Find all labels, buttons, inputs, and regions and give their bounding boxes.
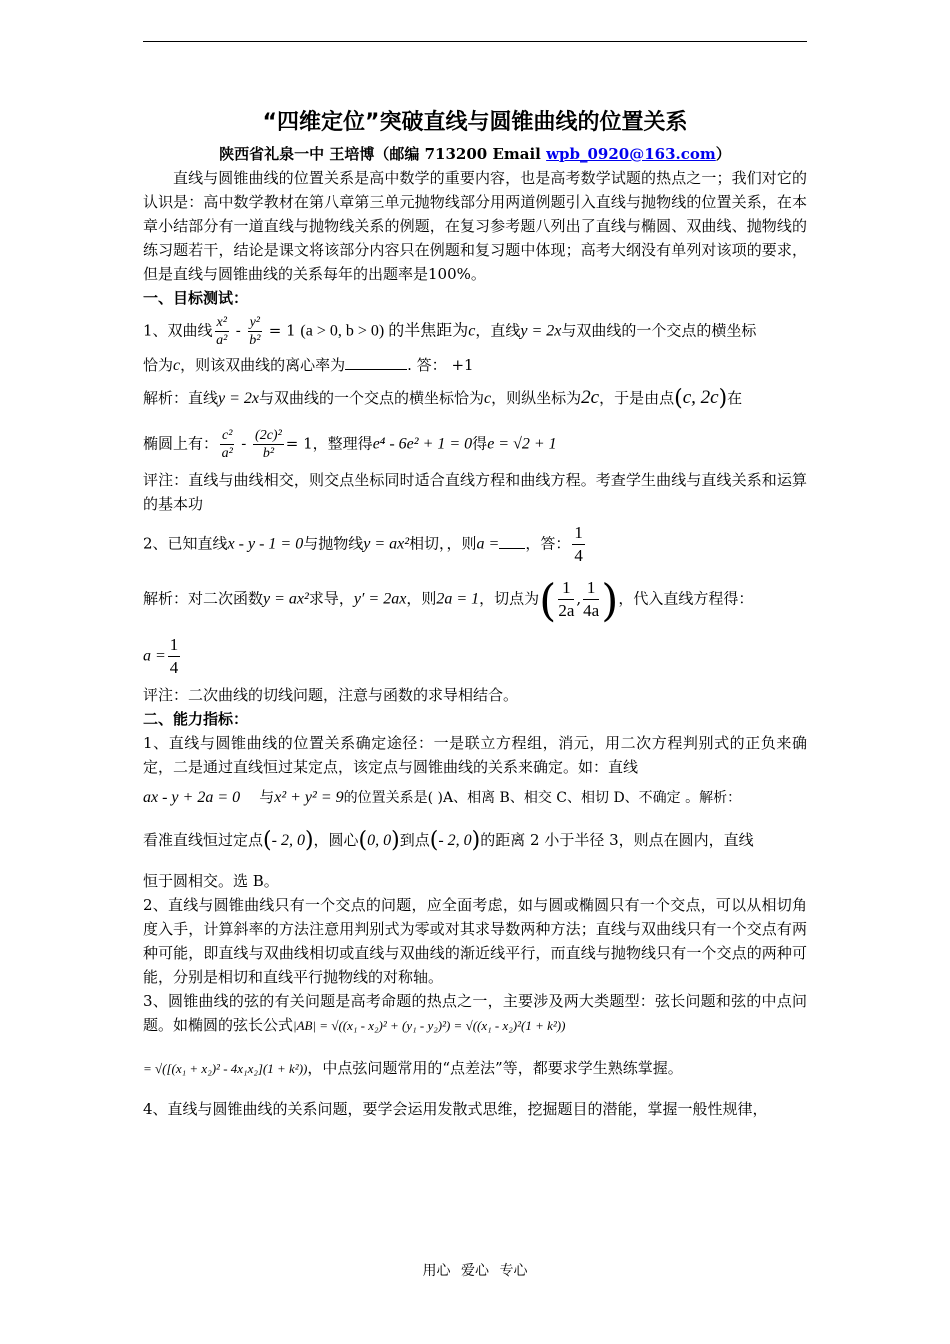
section-heading-target-test: 一、目标测试： bbox=[143, 289, 249, 307]
question-1-cont: 恰为c，则该双曲线的离心率为 . 答： +1 bbox=[143, 356, 474, 374]
ability-1-equation: ax - y + 2a = 0 与x² + y² = 9的位置关系是( )A、相离 B、相交 C、相切 D、不确定 。解析： bbox=[143, 788, 742, 806]
answer-1-analysis: 解析：直线y = 2x与双曲线的一个交点的横坐标恰为c，则纵坐标为2c，于是由点(c, 2c)在 bbox=[143, 386, 743, 411]
ability-1-conclusion: 恒于圆相交。选 B。 bbox=[143, 872, 279, 890]
intro-paragraph: 直线与圆锥曲线的位置关系是高中数学的重要内容，也是高考数学试题的热点之一；我们对它的认识是：高中数学教材在第八章第三单元抛物线部分用两道例题引入直线与抛物线的位置关系，在本章小结部分有一道直线与抛物线关系的例题，在复习参考题八列出了直线与椭圆、双曲线、抛物线的练习题若干，结论是课文将该部分内容只在例题和复习题中体现；高考大纲没有单列对该项的要求，但是直线与圆锥曲线的关系每年的出题率是100%。 bbox=[143, 169, 807, 283]
ability-3: 3、圆锥曲线的弦的有关问题是高考命题的热点之一，主要涉及两大类题型：弦长问题和弦的中点问题。如椭圆的弦长公式|AB| = √((x₁ - x₂)² + (y₁ - y₂)²) = √((x₁ - x₂)²(1 + k²)) bbox=[143, 992, 807, 1034]
document-body bbox=[143, 108, 807, 1121]
document-title: “四维定位”突破直线与圆锥曲线的位置关系 bbox=[262, 110, 688, 135]
comment-1: 评注：直线与曲线相交，则交点坐标同时适合直线方程和曲线方程。考查学生曲线与直线关系和运算的基本功 bbox=[143, 471, 807, 513]
ability-2: 2、直线与圆锥曲线只有一个交点的问题，应全面考虑，如与圆或椭圆只有一个交点，可以从相切角度入手，计算斜率的方法注意用判别式为零或对其求导数两种方法；直线与双曲线只有一个交点有两种可能，即直线与双曲线相切或直线与双曲线的渐近线平行，而直线与抛物线只有一个交点的两种可能，分别是相切和直线平行抛物线的对称轴。 bbox=[143, 896, 807, 986]
answer-2-result: a = $\frac{1}{4}$ bbox=[143, 635, 179, 677]
question-2: 2、已知直线x - y - 1 = 0与抛物线y = ax²相切，，则a = ，答： $\frac{1}{4}$ bbox=[143, 523, 583, 565]
ability-1-analysis: 看准直线恒过定点(- 2, 0)，圆心(0, 0)到点(- 2, 0)的距离 2 小于半径 3，则点在圆内，直线 bbox=[143, 828, 754, 853]
answer-1-ellipse: 椭圆上有： $\frac{\text{c²}}{\text{a²}}$ - $\frac{\text{(2c)²}}{\text{b²}}$ = 1，整理得e⁴ - 6e² + 1 = 0得e = √2 + 1 bbox=[143, 428, 557, 461]
page-footer: 用心 爱心 专心 bbox=[422, 1263, 528, 1279]
question-1: 1、双曲线 $\frac{\text{x²}}{\text{a²}}$ - $\frac{\text{y²}}{\text{b²}}$ = 1 (a > 0, b > 0) 的半焦距为c，直线y = 2x与双曲线的一个交点的横坐标 bbox=[143, 315, 757, 348]
author-line: 陕西省礼泉一中 王培博（邮编 713200 Email wpb_0920@163.com） bbox=[219, 145, 731, 163]
email-link[interactable]: wpb_0920@163.com bbox=[546, 145, 716, 163]
ability-1: 1、直线与圆锥曲线的位置关系确定途径：一是联立方程组，消元，用二次方程判别式的正负来确定，二是通过直线恒过某定点，该定点与圆锥曲线的关系来确定。如：直线 bbox=[143, 734, 807, 776]
ability-3-formula: = √([(x₁ + x₂)² - 4x₁x₂](1 + k²))，中点弦问题常用的“点差法”等，都要求学生熟练掌握。 bbox=[143, 1059, 683, 1077]
answer-blank[interactable] bbox=[345, 369, 407, 370]
header-rule bbox=[143, 41, 807, 42]
comment-2: 评注：二次曲线的切线问题，注意与函数的求导相结合。 bbox=[143, 686, 519, 704]
answer-blank[interactable] bbox=[499, 548, 525, 549]
answer-2-analysis: 解析：对二次函数y = ax²求导，y′ = 2ax，则2a = 1，切点为( $\frac{1}{2a}$ , $\frac{1}{4a}$ )，代入直线方程得： bbox=[143, 575, 754, 627]
section-heading-ability: 二、能力指标： bbox=[143, 710, 249, 728]
ability-4: 4、直线与圆锥曲线的关系问题，要学会运用发散式思维，挖掘题目的潜能，掌握一般性规律， bbox=[143, 1100, 768, 1118]
